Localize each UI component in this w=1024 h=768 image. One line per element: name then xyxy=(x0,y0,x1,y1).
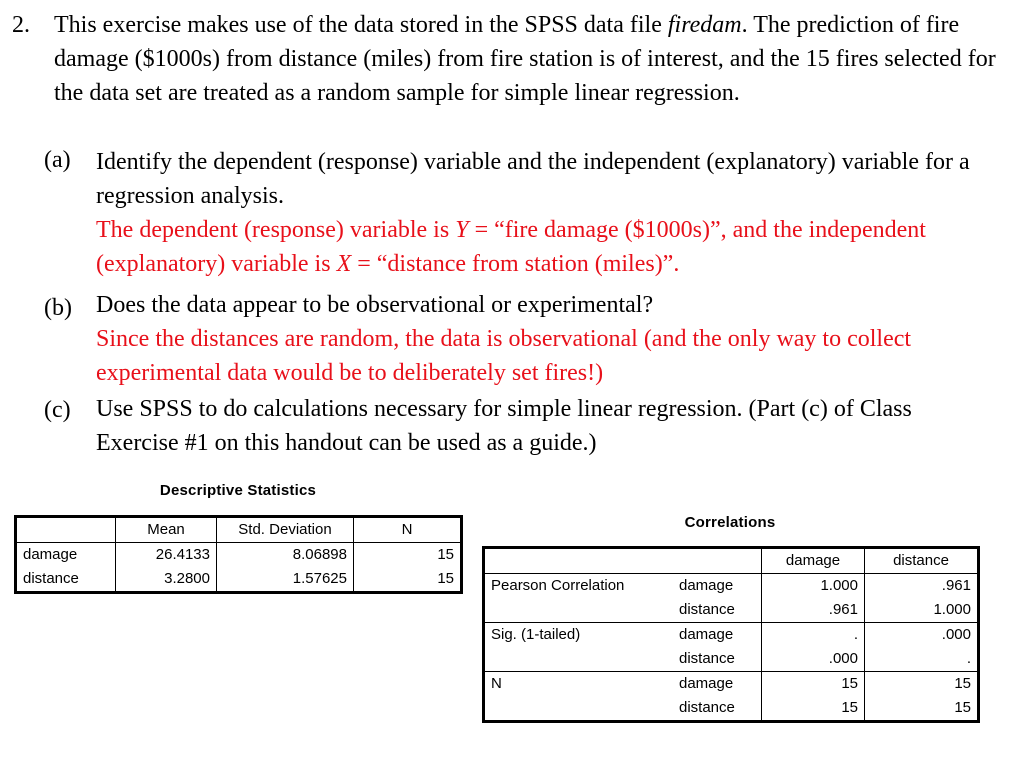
cell-value: .961 xyxy=(865,574,979,599)
table-row xyxy=(16,567,462,593)
cell-value: . xyxy=(966,650,971,667)
cell-value: 15 xyxy=(954,699,971,716)
correlations-title: Correlations xyxy=(684,514,776,531)
cell-value: .000 xyxy=(865,623,979,648)
question-intro xyxy=(54,8,1012,110)
n-value: 15 xyxy=(437,570,454,587)
cell-value: 15 xyxy=(865,672,979,697)
header-blank-cell xyxy=(484,548,674,574)
intro-text-2: . The prediction of fire damage ($1000s) from distance (miles) from fire station is of interest, and the 15 fires selected for the data set are treated as a random sample for simple linear regression. xyxy=(54,12,996,106)
sd-value: 1.57625 xyxy=(217,567,354,593)
row-label: damage xyxy=(16,543,116,568)
group-label-blank xyxy=(484,598,674,623)
part-c-prompt: Use SPSS to do calculations necessary for simple linear regression. (Part (c) of Class Exercise #1 on this handout can be used as a guide.) xyxy=(96,396,912,456)
mean-value: 26.4133 xyxy=(116,543,217,568)
table-row xyxy=(16,543,462,568)
mean-value: 3.2800 xyxy=(116,567,217,593)
header-damage: damage xyxy=(762,548,865,574)
part-a-answer xyxy=(96,213,996,281)
group-label: Pearson Correlation xyxy=(484,574,674,599)
variable-x: X xyxy=(336,251,352,277)
part-b-prompt: Does the data appear to be observational or experimental? xyxy=(96,292,654,318)
row-label: distance xyxy=(16,567,116,593)
table-row xyxy=(484,598,979,623)
header-std-deviation: Std. Deviation xyxy=(217,517,354,543)
group-label: N xyxy=(484,672,674,697)
descriptive-statistics-title: Descriptive Statistics xyxy=(159,482,317,499)
header-blank-cell xyxy=(16,517,116,543)
group-label-blank xyxy=(484,696,674,722)
header-n: N xyxy=(354,517,462,543)
table-row xyxy=(484,623,979,648)
part-a-prompt: Identify the dependent (response) variable and the independent (explanatory) variable for a regression analysis. xyxy=(96,149,970,209)
group-label-blank xyxy=(484,647,674,672)
cell-value: 15 xyxy=(762,672,865,697)
table-row xyxy=(484,672,979,697)
var-label: damage xyxy=(673,672,762,697)
cell-value: .961 xyxy=(762,598,865,623)
part-b-answer: Since the distances are random, the data is observational (and the only way to collect experimental data would be to deliberately set fires!) xyxy=(96,326,912,386)
table-header-row xyxy=(16,517,462,543)
var-label: damage xyxy=(673,574,762,599)
descriptive-statistics-table xyxy=(14,515,463,594)
part-a-answer-text-3: = “distance from station (miles)”. xyxy=(351,251,680,277)
correlations-table xyxy=(482,546,980,723)
header-mean: Mean xyxy=(116,517,217,543)
cell-value: 1.000 xyxy=(933,601,971,618)
question-number: 2. xyxy=(12,12,30,38)
part-b xyxy=(96,288,996,390)
cell-value: 15 xyxy=(762,696,865,722)
table-header-row xyxy=(484,548,979,574)
part-a-answer-text-2: = “fire damage ($1000s)”, and the independent (explanatory) variable is xyxy=(96,217,926,277)
part-a-answer-text-1: The dependent (response) variable is xyxy=(96,217,456,243)
group-label: Sig. (1-tailed) xyxy=(484,623,674,648)
cell-value: .000 xyxy=(762,647,865,672)
cell-value: . xyxy=(762,623,865,648)
table-row xyxy=(484,647,979,672)
table-row xyxy=(484,696,979,722)
table-row xyxy=(484,574,979,599)
var-label: distance xyxy=(673,696,762,722)
part-b-label: (b) xyxy=(44,295,72,321)
cell-value: 1.000 xyxy=(762,574,865,599)
intro-text-1: This exercise makes use of the data stored in the SPSS data file xyxy=(54,12,668,38)
part-a xyxy=(96,145,996,281)
data-file-name: firedam xyxy=(667,12,742,38)
var-label: distance xyxy=(673,598,762,623)
var-label: damage xyxy=(673,623,762,648)
header-blank-cell xyxy=(673,548,762,574)
var-label: distance xyxy=(673,647,762,672)
sd-value: 8.06898 xyxy=(217,543,354,568)
header-distance: distance xyxy=(865,548,979,574)
part-a-label: (a) xyxy=(44,147,71,173)
n-value: 15 xyxy=(437,546,454,563)
variable-y: Y xyxy=(455,217,469,243)
part-c-label: (c) xyxy=(44,397,71,423)
